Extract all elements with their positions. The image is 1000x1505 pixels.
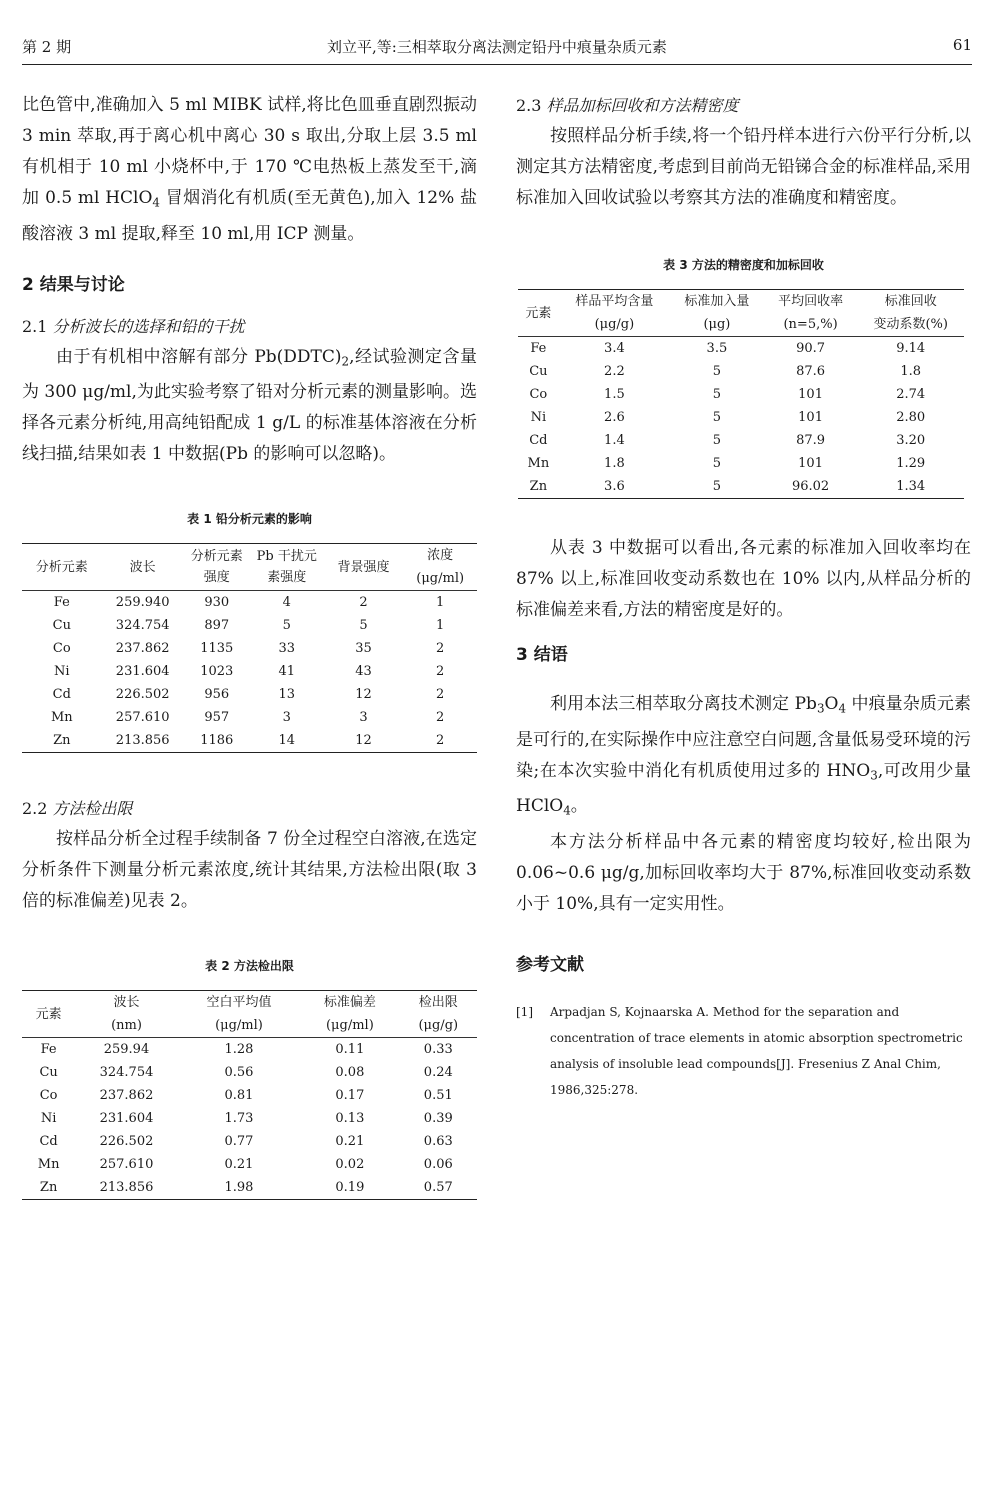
table-cell: Zn bbox=[518, 475, 559, 499]
table-header: 标准偏差 bbox=[300, 991, 399, 1015]
table-cell: 930 bbox=[204, 595, 230, 611]
table-cell: 1.4 bbox=[604, 433, 625, 448]
table-row bbox=[518, 406, 964, 429]
table-cell: 226.502 bbox=[115, 687, 170, 703]
table-cell: Cu bbox=[39, 1065, 58, 1081]
table-cell: 101 bbox=[798, 456, 823, 471]
subsection-heading-2-2: 2.2 方法检出限 bbox=[22, 799, 133, 819]
table-row bbox=[518, 429, 964, 452]
paragraph-2-3: 按照样品分析手续,将一个铅丹样本进行六份平行分析,以测定其方法精密度,考虑到目前尚无铅锑合金的标准样品,采用标准加入回收试验以考察其方法的准确度和精密度。 bbox=[516, 126, 971, 208]
table-cell: 1.98 bbox=[178, 1176, 300, 1200]
table-cell: 2.2 bbox=[604, 364, 625, 379]
table-cell: 2 bbox=[436, 641, 445, 657]
table-header: 检出限 bbox=[400, 991, 477, 1015]
table-header-unit: (μg/ml) bbox=[178, 1014, 300, 1038]
table-cell: Cu bbox=[52, 618, 71, 634]
table-cell: 2 bbox=[436, 710, 445, 726]
table-row bbox=[22, 1084, 477, 1107]
table-cell: 5 bbox=[712, 456, 722, 471]
reference-text: Arpadjan S, Kojnaarska A. Method for the separation and concentration of trace elements in atomic absorption spectrometric analysis of insoluble lead compounds[J]. Fresenius Z Anal Chim, 1986,325:278. bbox=[550, 1004, 963, 1097]
table-header: 背景强度 bbox=[324, 544, 404, 591]
table-cell: 0.11 bbox=[335, 1042, 365, 1058]
table-cell: 101 bbox=[798, 410, 823, 425]
table-row bbox=[22, 683, 477, 706]
table-cell: 1135 bbox=[200, 641, 234, 657]
table-cell: 0.19 bbox=[300, 1176, 399, 1200]
table-header: 波长 bbox=[75, 991, 177, 1015]
table-cell: 35 bbox=[355, 641, 372, 657]
table-header: 标准加入量 bbox=[670, 290, 764, 314]
table-cell: 5 bbox=[712, 387, 722, 402]
paragraph-conclusion-1: 利用本法三相萃取分离技术测定 $Pb_3O_4$ 中痕量杂质元素是可行的,在实际操作中应注意空白问题,含量低易受环境的污染;在本次实验中消化有机质使用过多的 $HNO_3$,可改用少量 HClO$_4$。 bbox=[516, 694, 971, 818]
table-cell: 5 bbox=[712, 410, 722, 425]
table-cell: Fe bbox=[53, 595, 70, 611]
table-cell: 5 bbox=[670, 475, 764, 499]
table-cell: 4 bbox=[282, 595, 291, 611]
table-header-unit: (μg/g) bbox=[400, 1014, 477, 1038]
table-cell: 13 bbox=[278, 687, 295, 703]
table-cell: 1.29 bbox=[896, 456, 926, 471]
table-cell: Mn bbox=[37, 1157, 60, 1173]
table-cell: 1023 bbox=[200, 664, 234, 680]
table-cell: 9.14 bbox=[896, 341, 926, 356]
table-row bbox=[22, 660, 477, 683]
table-cell: Mn bbox=[527, 456, 550, 471]
paragraph-2-2: 按样品分析全过程手续制备 7 份全过程空白溶液,在选定分析条件下测量分析元素浓度,统计其结果,方法检出限(取 3 倍的标准偏差)见表 2。 bbox=[22, 829, 477, 912]
table-cell: 1 bbox=[436, 595, 445, 611]
table-cell: 0.08 bbox=[335, 1065, 365, 1081]
table-cell: 2.74 bbox=[896, 387, 926, 402]
table-cell: 0.02 bbox=[335, 1157, 365, 1173]
table-cell: 101 bbox=[798, 387, 823, 402]
table-row bbox=[518, 452, 964, 475]
table-cell: 87.9 bbox=[796, 433, 826, 448]
table-cell: 3.5 bbox=[706, 341, 728, 356]
table-cell: 0.63 bbox=[423, 1134, 453, 1150]
table-cell: 2 bbox=[403, 729, 477, 753]
table-cell: 5 bbox=[712, 433, 722, 448]
table-cell: Co bbox=[39, 1088, 58, 1104]
running-header bbox=[22, 0, 972, 65]
table-3 bbox=[518, 289, 964, 499]
table-cell: 957 bbox=[204, 710, 230, 726]
table-cell: 0.21 bbox=[224, 1157, 254, 1173]
left-column bbox=[22, 90, 477, 1200]
table-cell: 226.502 bbox=[99, 1134, 154, 1150]
table-cell: Co bbox=[529, 387, 548, 402]
section-heading-conclusion: 3 结语 bbox=[516, 645, 568, 665]
table-cell: 90.7 bbox=[796, 341, 826, 356]
table-header: 平均回收率 bbox=[764, 290, 858, 314]
table-cell: 0.06 bbox=[423, 1157, 453, 1173]
table-row bbox=[518, 475, 964, 499]
table-cell: 12 bbox=[355, 687, 372, 703]
table-cell: Ni bbox=[54, 664, 70, 680]
table-header: 元素 bbox=[22, 991, 75, 1038]
table-cell: 956 bbox=[204, 687, 230, 703]
table-cell: 2 bbox=[359, 595, 368, 611]
table-header-unit: (μg/ml) bbox=[300, 1014, 399, 1038]
reference-number: [1] bbox=[516, 1004, 533, 1019]
table-cell: 213.856 bbox=[102, 729, 184, 753]
table-cell: 0.21 bbox=[335, 1134, 365, 1150]
table-cell: 1.28 bbox=[224, 1042, 254, 1058]
table-cell: 43 bbox=[355, 664, 372, 680]
table-cell: 257.610 bbox=[115, 710, 170, 726]
table-cell: Co bbox=[52, 641, 71, 657]
table-cell: Fe bbox=[530, 341, 547, 356]
table-cell: Ni bbox=[530, 410, 547, 425]
table-cell: 0.51 bbox=[423, 1088, 453, 1104]
table-header: 样品平均含量 bbox=[559, 290, 670, 314]
table-cell: 14 bbox=[250, 729, 324, 753]
table-cell: 259.940 bbox=[115, 595, 170, 611]
table-cell: 231.604 bbox=[99, 1111, 154, 1127]
table-cell: Mn bbox=[50, 710, 73, 726]
paragraph-conclusion-2: 本方法分析样品中各元素的精密度均较好,检出限为 0.06~0.6 μg/g,加标回收率均大于 87%,标准回收变动系数小于 10%,具有一定实用性。 bbox=[516, 831, 971, 914]
table-cell: Cd bbox=[39, 1134, 58, 1150]
table-cell: Cd bbox=[52, 687, 71, 703]
table-cell: 0.77 bbox=[224, 1134, 254, 1150]
table-cell: 0.17 bbox=[335, 1088, 365, 1104]
table-row bbox=[22, 1153, 477, 1176]
intro-paragraph: 比色管中,准确加入 5 ml MIBK 试样,将比色皿垂直剧烈振动 3 min 萃取,再于离心机中离心 30 s 取出,分取上层 3.5 ml 有机相于 10 ml 小烧杯中,于 170 ℃电热板上蒸发至干,滴加 0.5 ml HClO$_4$ 冒烟消化有机质(至无黄色),加入 12% 盐酸溶液 3 ml 提取,释至 10 ml,用 ICP 测量。 bbox=[22, 95, 477, 244]
table-cell: 2 bbox=[436, 687, 445, 703]
table-cell: 0.33 bbox=[423, 1042, 453, 1058]
table-cell: 0.13 bbox=[335, 1111, 365, 1127]
table-cell: Cu bbox=[529, 364, 548, 379]
table-header: 标准回收 bbox=[857, 290, 964, 314]
table-header: 分析元素强度 bbox=[184, 544, 250, 591]
table-cell: 1.8 bbox=[900, 364, 922, 379]
table-cell: 1 bbox=[436, 618, 445, 634]
table-cell: 237.862 bbox=[115, 641, 170, 657]
table-cell: 324.754 bbox=[99, 1065, 154, 1081]
table-header-unit: (μg/ml) bbox=[403, 567, 477, 591]
table-cell: 3 bbox=[359, 710, 368, 726]
table-cell: 259.94 bbox=[103, 1042, 150, 1058]
table-cell: 3.20 bbox=[896, 433, 926, 448]
paragraph-after-table-3: 从表 3 中数据可以看出,各元素的标准加入回收率均在 87% 以上,标准回收变动系数也在 10% 以内,从样品分析的标准偏差来看,方法的精密度是好的。 bbox=[516, 538, 971, 620]
table-header: 空白平均值 bbox=[178, 991, 300, 1015]
table-cell: 5 bbox=[359, 618, 368, 634]
table-cell: Cd bbox=[529, 433, 548, 448]
table-header-unit: (n=5,%) bbox=[764, 313, 858, 337]
table-header-unit: (μg) bbox=[670, 313, 764, 337]
table-cell: 0.39 bbox=[423, 1111, 453, 1127]
reference-item bbox=[516, 999, 971, 1103]
table-cell: 1186 bbox=[184, 729, 250, 753]
table-cell: 324.754 bbox=[115, 618, 170, 634]
references-heading: 参考文献 bbox=[516, 954, 584, 975]
table-header-unit: (μg/g) bbox=[559, 313, 670, 337]
table-cell: Zn bbox=[22, 1176, 75, 1200]
table-cell: 0.57 bbox=[400, 1176, 477, 1200]
page-number: 61 bbox=[952, 36, 972, 54]
table-cell: Fe bbox=[40, 1042, 57, 1058]
table-header: 分析元素 bbox=[22, 544, 102, 591]
table-cell: 1.8 bbox=[604, 456, 625, 471]
table-cell: 3 bbox=[282, 710, 291, 726]
table-cell: 87.6 bbox=[796, 364, 826, 379]
table-header-unit: (nm) bbox=[75, 1014, 177, 1038]
table-cell: 213.856 bbox=[75, 1176, 177, 1200]
table-header: Pb 干扰元素强度 bbox=[250, 544, 324, 591]
table-cell: 0.56 bbox=[224, 1065, 254, 1081]
table-cell: 237.862 bbox=[99, 1088, 154, 1104]
table-row bbox=[22, 637, 477, 660]
table-row bbox=[22, 591, 477, 615]
table-row bbox=[22, 729, 477, 753]
table-1 bbox=[22, 543, 477, 753]
table-row bbox=[22, 706, 477, 729]
table-3-caption: 表 3 方法的精密度和加标回收 bbox=[663, 258, 824, 272]
table-row bbox=[22, 1176, 477, 1200]
subsection-heading-2-3: 2.3 样品加标回收和方法精密度 bbox=[516, 96, 739, 115]
right-column bbox=[516, 90, 971, 1103]
table-row bbox=[22, 1061, 477, 1084]
table-header-unit: 变动系数(%) bbox=[857, 313, 964, 337]
table-cell: 3.4 bbox=[604, 341, 625, 356]
table-cell: 257.610 bbox=[99, 1157, 154, 1173]
table-cell: 5 bbox=[282, 618, 291, 634]
table-cell: 2 bbox=[436, 664, 445, 680]
table-cell: 41 bbox=[278, 664, 295, 680]
table-row bbox=[518, 360, 964, 383]
table-cell: 1.5 bbox=[604, 387, 625, 402]
table-cell: 897 bbox=[204, 618, 230, 634]
table-1-caption: 表 1 铅分析元素的影响 bbox=[187, 512, 312, 527]
table-cell: 96.02 bbox=[764, 475, 858, 499]
table-cell: Zn bbox=[22, 729, 102, 753]
table-cell: 0.81 bbox=[224, 1088, 254, 1104]
table-cell: Ni bbox=[40, 1111, 57, 1127]
section-heading-results: 2 结果与讨论 bbox=[22, 274, 125, 295]
table-row bbox=[518, 383, 964, 406]
table-2 bbox=[22, 990, 477, 1200]
issue-number: 第 2 期 bbox=[22, 38, 72, 56]
table-cell: 2.6 bbox=[604, 410, 625, 425]
table-cell: 0.24 bbox=[423, 1065, 453, 1081]
table-row bbox=[22, 1130, 477, 1153]
table-row bbox=[518, 337, 964, 361]
table-row bbox=[22, 1038, 477, 1062]
running-title: 刘立平,等:三相萃取分离法测定铅丹中痕量杂质元素 bbox=[327, 38, 667, 56]
table-cell: 1.34 bbox=[857, 475, 964, 499]
table-cell: 12 bbox=[324, 729, 404, 753]
paragraph-2-1: 由于有机相中溶解有部分 $Pb(DDTC)_2$,经试验测定含量为 300 μg/ml,为此实验考察了铅对分析元素的测量影响。选择各元素分析纯,用高纯铅配成 1 g/L 的标准基体溶液在分析线扫描,结果如表 1 中数据(Pb 的影响可以忽略)。 bbox=[22, 346, 477, 465]
table-cell: 3.6 bbox=[559, 475, 670, 499]
subsection-heading-2-1: 2.1 分析波长的选择和铅的干扰 bbox=[22, 316, 245, 336]
table-header: 浓度 bbox=[403, 544, 477, 568]
table-row bbox=[22, 614, 477, 637]
table-2-caption: 表 2 方法检出限 bbox=[205, 959, 294, 974]
table-row bbox=[22, 1107, 477, 1130]
table-header: 波长 bbox=[102, 544, 184, 591]
table-cell: 2.80 bbox=[896, 410, 926, 425]
table-cell: 5 bbox=[712, 364, 722, 379]
table-cell: 231.604 bbox=[115, 664, 170, 680]
table-cell: 1.73 bbox=[224, 1111, 254, 1127]
table-header: 元素 bbox=[518, 290, 559, 337]
table-cell: 33 bbox=[278, 641, 295, 657]
